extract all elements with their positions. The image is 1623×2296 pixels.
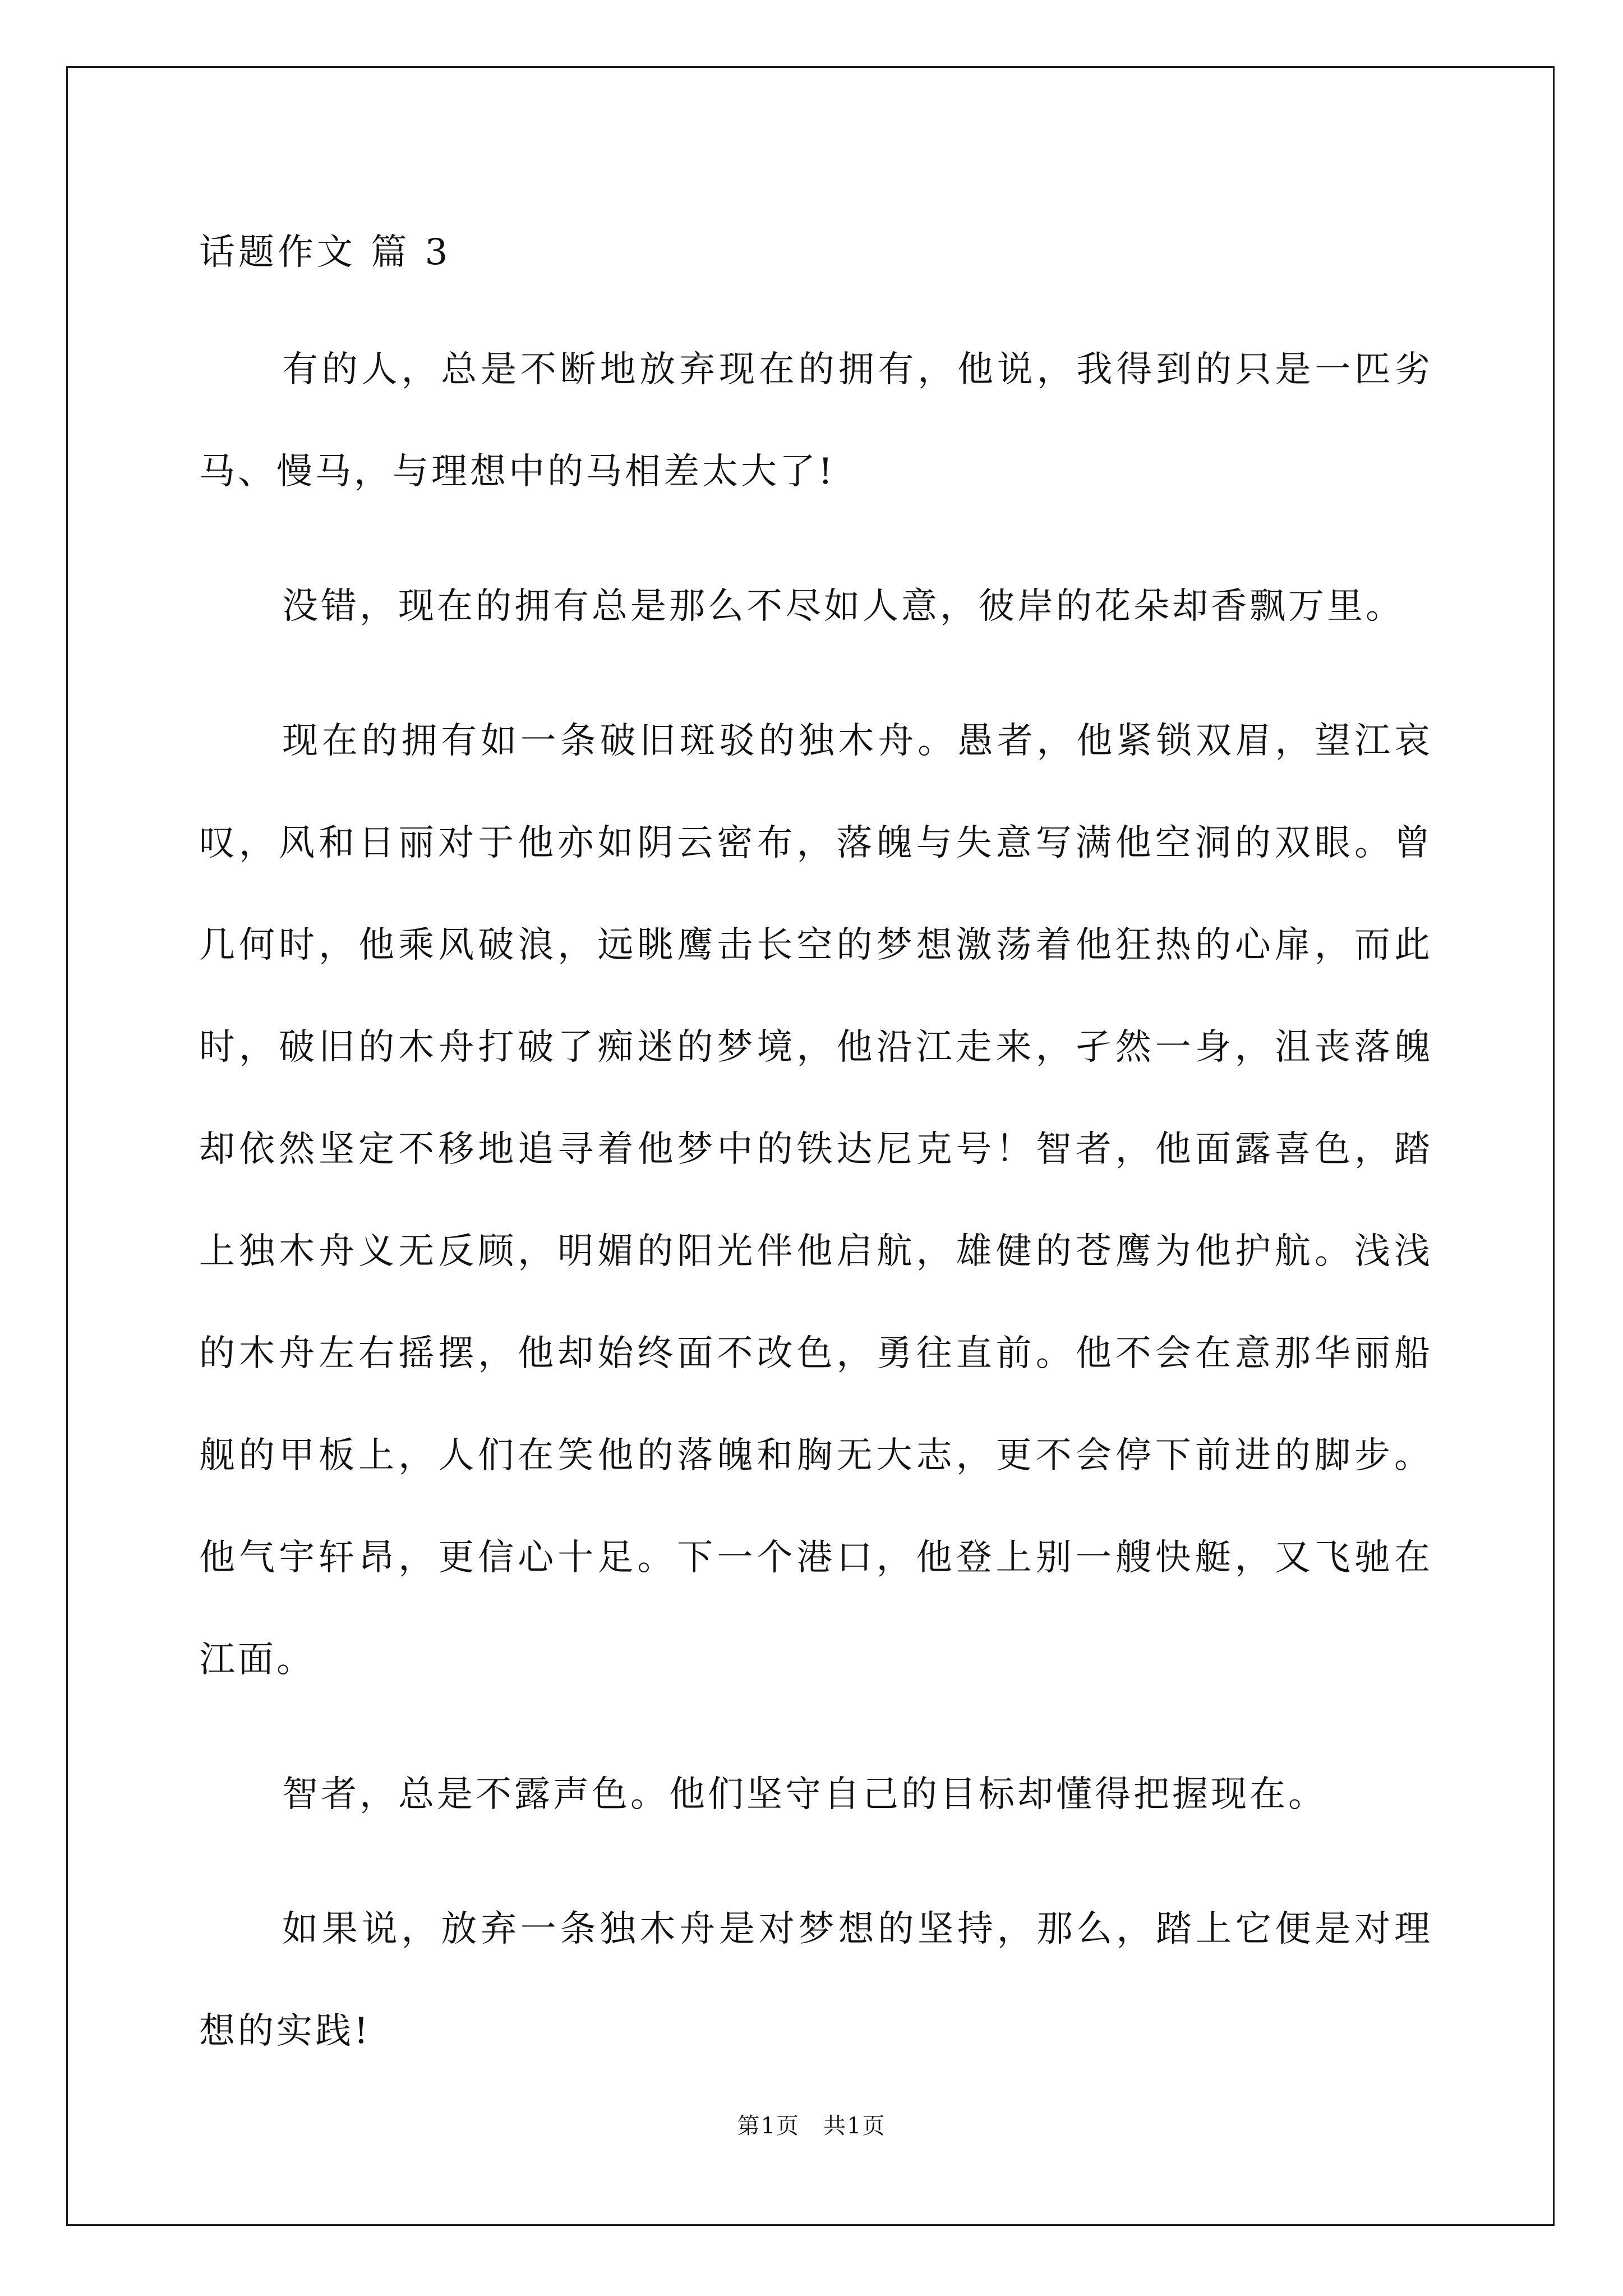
paragraph-5: 如果说，放弃一条独木舟是对梦想的坚持，那么，踏上它便是对理想的实践! [199, 1908, 1433, 2052]
paragraph-1: 有的人，总是不断地放弃现在的拥有，他说，我得到的只是一匹劣马、慢马，与理想中的马相差太大了! [199, 349, 1433, 493]
document-body [199, 219, 1433, 2082]
paragraph-2: 没错，现在的拥有总是那么不尽如人意，彼岸的花朵却香飘万里。 [282, 586, 1404, 627]
paragraph-4: 智者，总是不露声色。他们坚守自己的目标却懂得把握现在。 [282, 1774, 1327, 1815]
document-title: 话题作文 篇 3 [199, 232, 451, 273]
page-footer: 第1页 共1页 [737, 2113, 886, 2139]
paragraph-3: 现在的拥有如一条破旧斑驳的独木舟。愚者，他紧锁双眉，望江哀叹，风和日丽对于他亦如阴云密布，落魄与失意写满他空洞的双眼。曾几何时，他乘风破浪，远眺鹰击长空的梦想激荡着他狂热的心扉，而此时，破旧的木舟打破了痴迷的梦境，他沿江走来，孑然一身，沮丧落魄却依然坚定不移地追寻着他梦中的铁达尼克号！智者，他面露喜色，踏上独木舟义无反顾，明媚的阳光伴他启航，雄健的苍鹰为他护航。浅浅的木舟左右摇摆，他却始终面不改色，勇往直前。他不会在意那华丽船舰的甲板上，人们在笑他的落魄和胸无大志，更不会停下前进的脚步。他气宇轩昂，更信心十足。下一个港口，他登上别一艘快艇，又飞驰在江面。 [199, 720, 1433, 1681]
